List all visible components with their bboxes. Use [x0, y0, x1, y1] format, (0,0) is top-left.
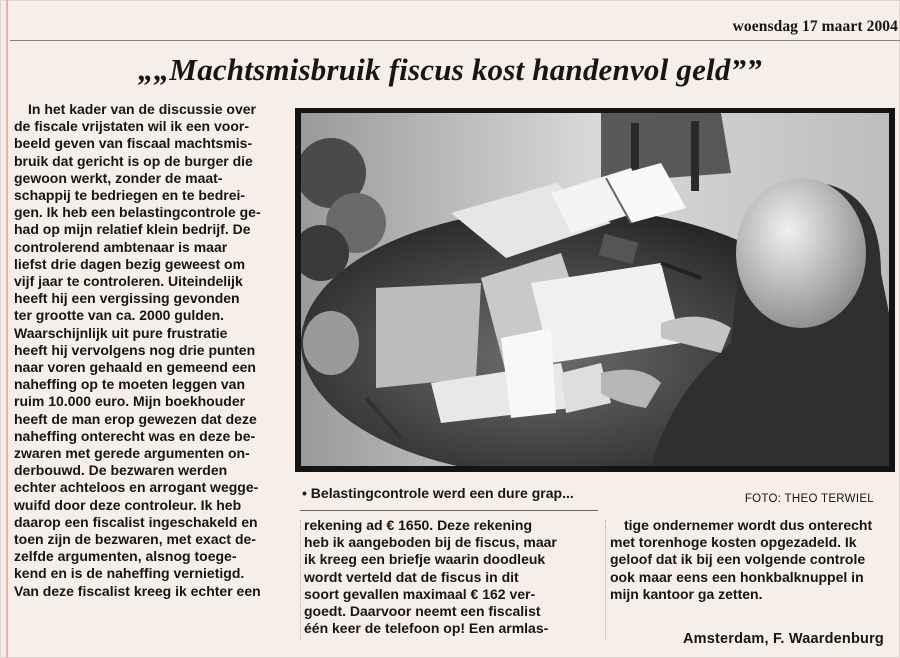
text-line: zwaren met gerede argumenten on- — [14, 445, 250, 462]
text-line: ter grootte van ca. 2000 gulden. — [14, 307, 225, 324]
publication-date: woensdag 17 maart 2004 — [732, 18, 898, 35]
desk-photo-illustration — [301, 113, 889, 466]
text-line: naheffing op te moeten leggen van — [14, 376, 246, 393]
text-line: beeld geven van fiscaal machtsmis- — [14, 135, 253, 152]
column-separator — [605, 520, 606, 640]
text-line: geloof dat ik bij een volgende controle — [610, 551, 866, 568]
text-line: gen. Ik heb een belastingcontrole ge- — [14, 204, 261, 221]
text-line: toen zijn de bezwaren, met exact de- — [14, 531, 256, 548]
photo-credit: FOTO: THEO TERWIEL — [744, 493, 874, 505]
text-line: ruim 10.000 euro. Mijn boekhouder — [14, 393, 246, 410]
author-signature: Amsterdam, F. Waardenburg — [682, 631, 884, 647]
text-line: had op mijn relatief klein bedrijf. De — [14, 221, 251, 238]
text-line: kend en is de naheffing vernietigd. — [14, 565, 245, 582]
photo-caption: • Belastingcontrole werd een dure grap... — [302, 485, 574, 501]
text-line: bruik dat gericht is op de burger die — [14, 152, 253, 169]
text-line: goedt. Daarvoor neemt een fiscalist — [304, 603, 541, 620]
text-line: mijn kantoor ga zetten. — [610, 585, 763, 602]
text-line: Waarschijnlijk uit pure frustratie — [14, 324, 228, 341]
text-line: rekening ad € 1650. Deze rekening — [304, 517, 532, 533]
text-line: naar voren gehaald en gemeend een — [14, 359, 256, 376]
text-line: wuifd door deze controleur. Ik heb — [14, 496, 242, 513]
article-column-2 — [304, 517, 604, 637]
text-line: gewoon werkt, zonder de maat- — [14, 169, 223, 186]
article-photo — [295, 108, 895, 472]
header-rule — [10, 40, 900, 41]
text-line: In het kader van de discussie over — [28, 101, 256, 117]
text-line: heeft hij een vergissing gevonden — [14, 290, 240, 307]
text-line: heb ik aangeboden bij de fiscus, maar — [304, 534, 557, 551]
caption-rule — [300, 510, 598, 511]
text-line: naheffing onterecht was en deze be- — [14, 427, 256, 444]
article-column-3 — [610, 517, 900, 603]
text-line: de fiscale vrijstaten wil ik een voor- — [14, 118, 249, 135]
margin-rule — [6, 0, 8, 658]
article-column-1 — [14, 101, 292, 600]
text-line: Van deze fiscalist kreeg ik echter een — [14, 582, 261, 599]
text-line: heeft de man erop gewezen dat deze — [14, 410, 257, 427]
text-line: derbouwd. De bezwaren werden — [14, 462, 228, 479]
text-line: zelfde argumenten, alsnog toege- — [14, 548, 237, 565]
text-line: controlerend ambtenaar is maar — [14, 238, 228, 255]
text-line: tige ondernemer wordt dus onterecht — [624, 517, 873, 533]
text-line: echter achteloos en arrogant wegge- — [14, 479, 259, 496]
text-line: vijf jaar te controleren. Uiteindelijk — [14, 273, 243, 290]
text-line: schappij te bedriegen en te bedrei- — [14, 187, 246, 204]
text-line: soort gevallen maximaal € 162 ver- — [304, 585, 536, 602]
text-line: ik kreeg een briefje waarin doodleuk — [304, 551, 546, 568]
text-line: met torenhoge kosten opgezadeld. Ik — [610, 534, 857, 551]
column-separator — [300, 520, 301, 640]
text-line: wordt verteld dat de fiscus in dit — [304, 568, 519, 585]
text-line: heeft hij vervolgens nog drie punten — [14, 341, 256, 358]
text-line: ook maar eens een honkbalknuppel in — [610, 568, 864, 585]
article-headline: „„Machtsmisbruik fiscus kost handenvol geld”” — [138, 52, 762, 87]
text-line: daarop een fiscalist ingeschakeld en — [14, 513, 258, 530]
text-line: één keer de telefoon op! Een armlas- — [304, 620, 549, 637]
text-line: liefst drie dagen bezig geweest om — [14, 255, 246, 272]
